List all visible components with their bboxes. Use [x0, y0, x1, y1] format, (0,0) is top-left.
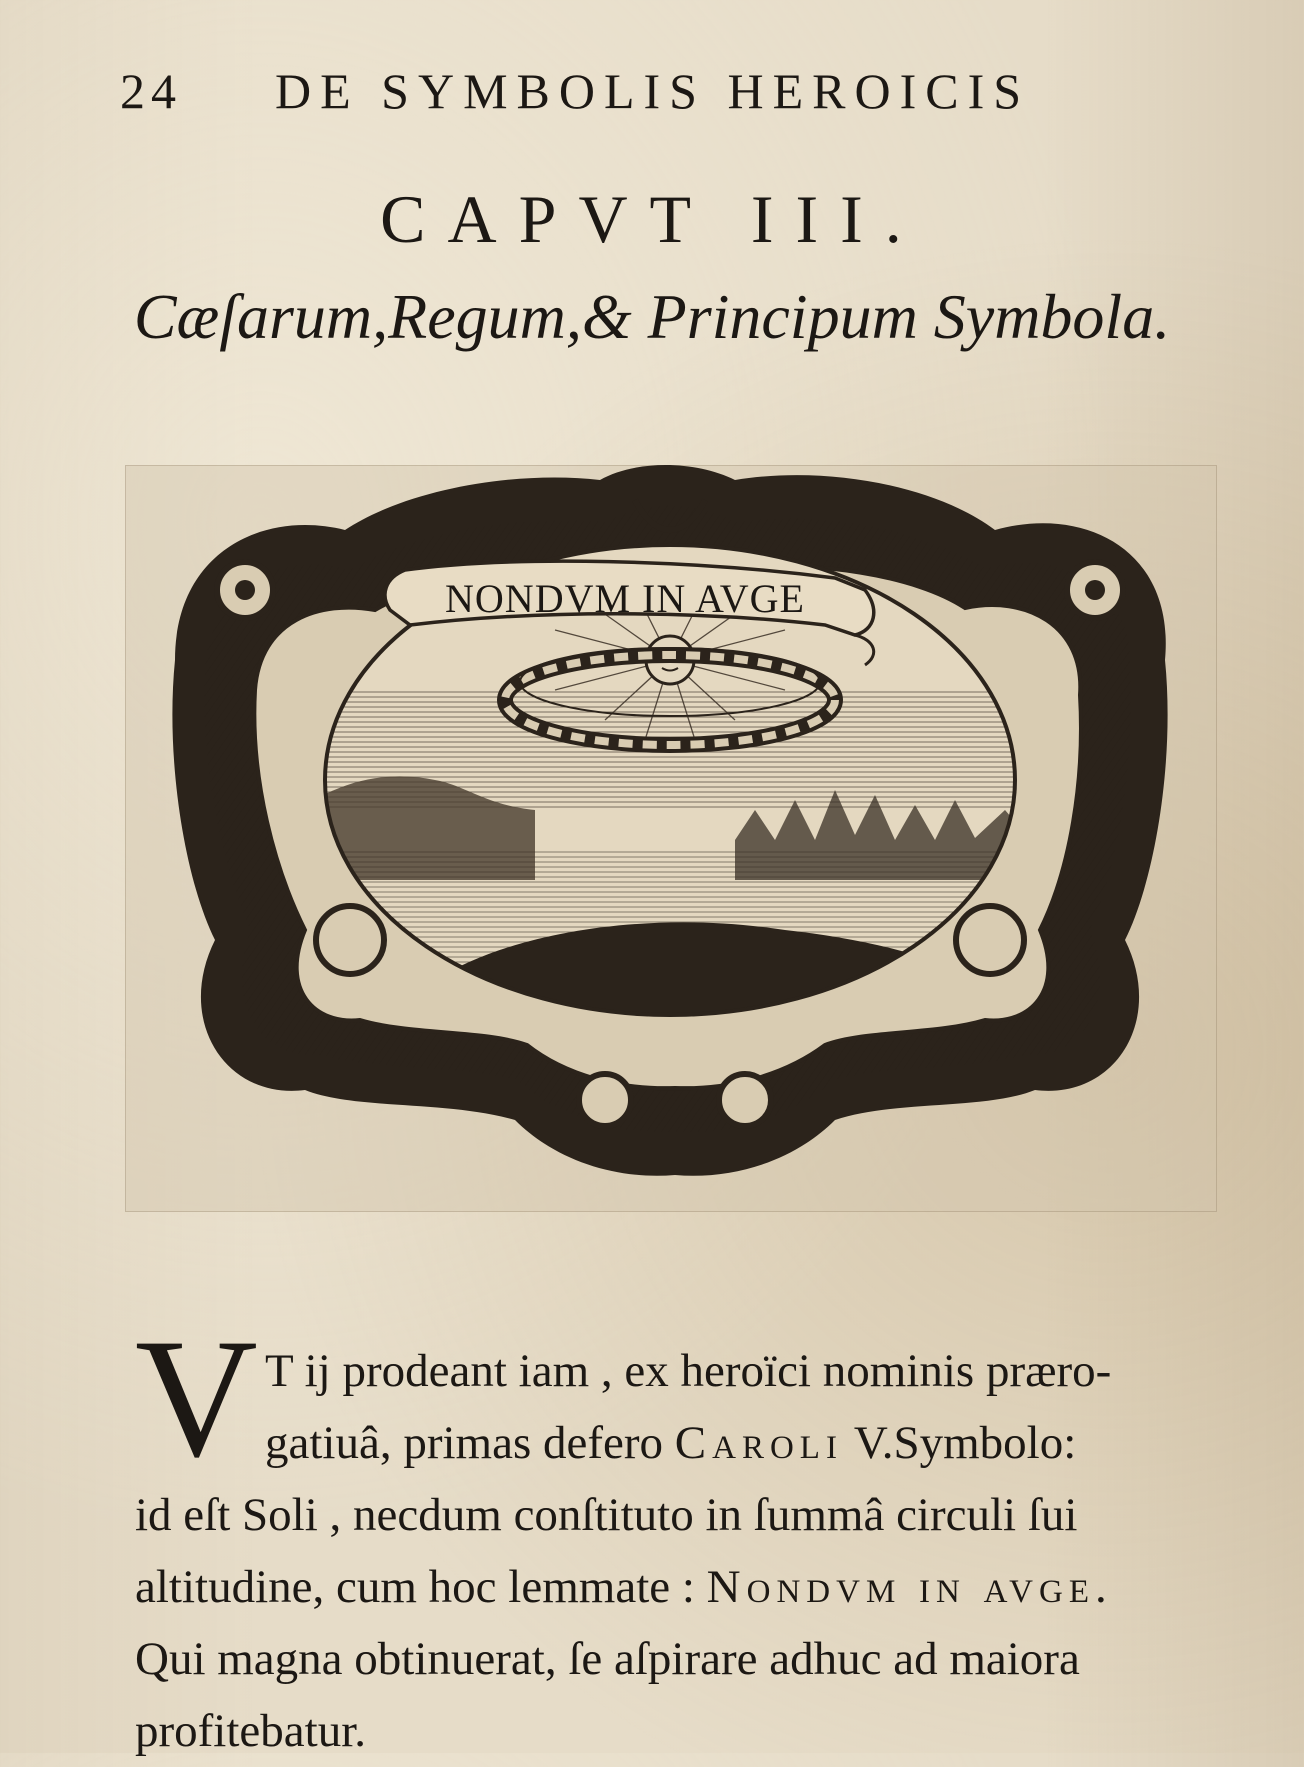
chapter-title: CAPVT III.	[380, 181, 924, 257]
motto-text: NONDVM IN AVGE	[445, 576, 805, 621]
body-line-2-pre: gatiuâ, primas defero	[265, 1417, 675, 1469]
chapter-subtitle: Cæſarum,Regum,& Principum Symbola.	[133, 281, 1171, 352]
emblem-engraving	[135, 460, 1210, 1210]
body-line-5: Qui magna obtinuerat, ſe aſpirare adhuc ad maiora	[135, 1633, 1080, 1685]
body-line-4-pre: altitudine, cum hoc lemmate :	[135, 1561, 707, 1613]
page-number: 24	[120, 63, 182, 119]
body-line-3: id eſt Soli , necdum conſtituto in ſummâ circuli ſui	[135, 1489, 1078, 1541]
running-header	[120, 62, 1120, 132]
drop-cap: V	[135, 1304, 258, 1492]
body-line-4	[135, 1551, 1113, 1623]
body-motto: Nondvm in avge.	[706, 1561, 1113, 1613]
running-title: DE SYMBOLIS HEROICIS	[275, 63, 1031, 119]
person-name: Caroli	[674, 1417, 843, 1469]
body-line-1: T ij prodeant iam , ex heroïci nominis præro-	[265, 1345, 1112, 1397]
body-line-6: profitebatur.	[135, 1705, 367, 1757]
body-line-2-post: V.Symbolo:	[842, 1417, 1077, 1469]
body-line-2	[265, 1407, 1076, 1479]
